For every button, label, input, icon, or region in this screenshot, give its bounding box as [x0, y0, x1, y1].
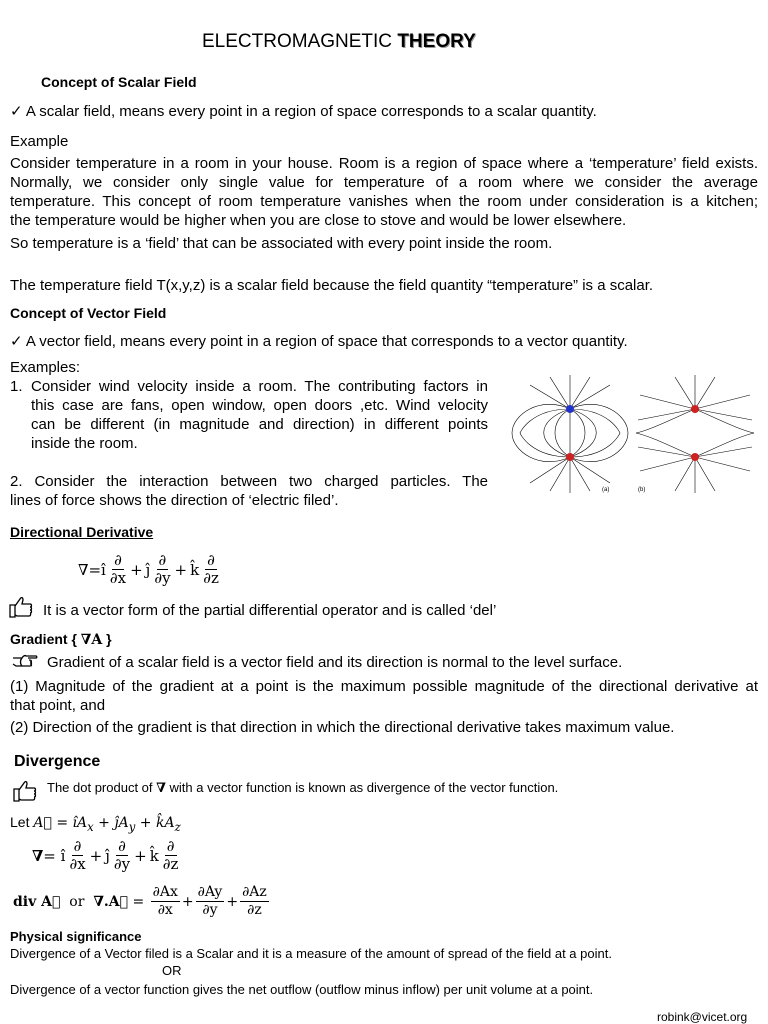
scalar-bullet: [10, 102, 597, 121]
divergence-definition: The dot product of ∇ with a vector function is known as divergence of the vector function.: [47, 780, 559, 796]
physical-significance-line-2: Divergence of a vector function gives the net outflow (outflow minus inflow) per unit volume at a point.: [10, 982, 594, 997]
pointing-hand-icon: [12, 652, 38, 670]
example-1-line-1: Consider wind velocity inside a room. The contributing factors in: [31, 378, 488, 395]
field-lines-figure: [510, 375, 760, 495]
examples-label: Examples:: [10, 359, 81, 376]
example-1-line-3: can be different (in magnitude and direction) in different points: [31, 416, 488, 433]
directional-heading: Directional Derivative: [10, 524, 154, 540]
positive-charge-b2: [691, 453, 699, 461]
gradient-point-1-line-2: that point, and: [10, 697, 106, 714]
example-2-line-1: 2. Consider the interaction between two charged particles. The: [10, 473, 488, 490]
vector-heading: Concept of Vector Field: [10, 305, 167, 321]
scalar-heading: Concept of Scalar Field: [41, 74, 197, 90]
check-icon: ✓: [10, 333, 23, 350]
or-separator: OR: [162, 963, 182, 978]
scalar-para-line-4: the temperature would be higher when you are close to stove and would be lower elsewhere.: [10, 212, 627, 229]
scalar-para-line-3: temperature. This concept of room temperature vanishes when the room under consideration is a kitchen;: [10, 193, 758, 210]
so-line: So temperature is a ‘field’ that can be associated with every point inside the room.: [10, 235, 553, 252]
example-1-line-4: inside the room.: [31, 435, 138, 452]
scalar-para-line-2: Normally, we consider only single value for temperature of a room where we consider the average: [10, 174, 758, 191]
divergence-formula: div A⃗ or ∇.A⃗ = $\frac{\partial Ax}{\partial x}$ + $\frac{\partial Ay}{\partial y}$ + $\frac{\partial Az}{\partial z}$: [13, 884, 267, 918]
vector-bullet-text: A vector field, means every point in a region of space that corresponds to a vector quantity.: [25, 333, 628, 350]
nabla-formula: ∇ = î $\frac{\partial}{\partial x}$ + ĵ $\frac{\partial}{\partial y}$ + k̂ $\frac{\partial}{\partial z}$: [32, 837, 179, 873]
check-icon: ✓: [10, 103, 23, 120]
negative-charge-a: [566, 405, 574, 413]
del-formula: ∇= î $\frac{\partial}{\partial x}$ + ĵ $\frac{\partial}{\partial y}$ + k̂ $\frac{\partial}{\partial z}$: [78, 551, 219, 587]
temp-field-line: The temperature field T(x,y,z) is a scalar field because the field quantity “temperature” is a scalar.: [10, 277, 654, 294]
figure-label-b: (b): [638, 487, 646, 493]
let-a-equation: Let A⃗ = $îA_x$ + $ĵA_y$ + $k̂A_z$: [10, 814, 181, 834]
scalar-bullet-text: A scalar field, means every point in a region of space corresponds to a scalar quantity.: [25, 103, 597, 120]
physical-significance-line-1: Divergence of a Vector filed is a Scalar and it is a measure of the amount of spread of the field at a point.: [10, 946, 612, 961]
physical-significance-heading: Physical significance: [10, 929, 142, 944]
vector-bullet: [10, 332, 628, 351]
thumbs-up-icon: [12, 779, 38, 803]
example-2-line-2: lines of force shows the direction of ‘electric filed’.: [10, 492, 339, 509]
dipole-field-lines: [512, 375, 628, 493]
gradient-definition: Gradient of a scalar field is a vector field and its direction is normal to the level surface.: [47, 654, 623, 671]
gradient-point-2: (2) Direction of the gradient is that direction in which the directional derivative takes maximum value.: [10, 719, 675, 736]
positive-charge-b1: [691, 405, 699, 413]
like-charges-field-lines: [636, 375, 754, 493]
page-title: [202, 31, 476, 53]
divergence-heading: Divergence: [14, 753, 101, 770]
title-part2: THEORY: [397, 31, 476, 52]
del-description: It is a vector form of the partial differential operator and is called ‘del’: [43, 602, 497, 619]
gradient-point-1-line-1: (1) Magnitude of the gradient at a point is the maximum possible magnitude of the directional derivative at: [10, 678, 758, 695]
footer-email: robink@vicet.org: [657, 1010, 748, 1024]
scalar-para-line-1: Consider temperature in a room in your house. Room is a region of space where a ‘temperature’ field exists.: [10, 155, 758, 172]
example-1-number: 1.: [10, 378, 23, 395]
example-1-line-2: this case are fans, open window, open doors ,etc. Wind velocity: [31, 397, 488, 414]
figure-label-a: (a): [602, 487, 610, 493]
positive-charge-a: [566, 453, 574, 461]
example-label: Example: [10, 133, 69, 150]
gradient-heading: Gradient { ∇A }: [10, 631, 112, 648]
title-part1: ELECTROMAGNETIC: [202, 31, 398, 52]
thumbs-up-icon: [8, 595, 34, 619]
